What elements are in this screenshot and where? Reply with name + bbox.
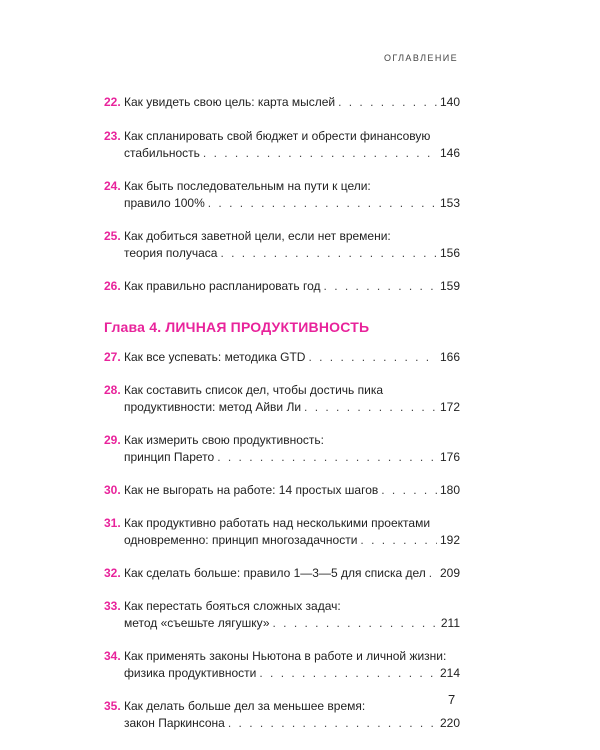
entry-number: 22. [104,95,121,109]
entry-number: 30. [104,483,121,497]
toc-entry [104,382,460,416]
toc-list-part-2 [104,349,460,732]
chapter-title: Глава 4. ЛИЧНАЯ ПРОДУКТИВНОСТЬ [104,319,370,335]
entry-title-line: одновременно: принцип многозадачности [124,533,358,547]
toc-entry [104,482,460,499]
toc-entry [104,565,460,582]
entry-title-line: правило 100% [124,196,205,210]
entry-page-number: 153 [439,196,460,210]
dot-leader [217,449,437,466]
entry-title-line: продуктивности: метод Айви Ли [124,400,302,414]
toc-entry [104,178,460,212]
table-of-contents [104,94,460,732]
entry-number: 25. [104,229,121,243]
entry-title-line: метод «съешьте лягушку» [124,616,270,630]
entry-page-number: 172 [439,400,460,414]
running-header: ОГЛАВЛЕНИЕ [383,53,458,63]
entry-number: 24. [104,179,121,193]
entry-title-line: Как увидеть свою цель: карта мыслей [124,95,336,109]
entry-title-line: принцип Парето [124,450,215,464]
dot-leader [338,94,437,111]
entry-number: 26. [104,279,121,293]
dot-leader [220,245,437,262]
entry-number: 23. [104,129,121,143]
toc-entry [104,128,460,162]
entry-title-line: Как спланировать свой бюджет и обрести финансовую [124,129,431,143]
entry-page-number: 214 [439,666,460,680]
dot-leader [259,665,437,682]
entry-number: 35. [104,699,121,713]
dot-leader [273,615,438,632]
toc-entry [104,698,460,732]
entry-page-number: 209 [439,566,460,580]
toc-entry [104,349,460,366]
dot-leader [228,715,437,732]
toc-entry [104,598,460,632]
entry-title-line: Как перестать бояться сложных задач: [124,599,341,613]
entry-number: 31. [104,516,121,530]
entry-title-line: Как составить список дел, чтобы достичь пика [124,383,384,397]
entry-page-number: 166 [439,350,460,364]
dot-leader [304,399,437,416]
entry-page-number: 192 [439,533,460,547]
dot-leader [360,532,437,549]
entry-number: 27. [104,350,121,364]
dot-leader [324,278,437,295]
toc-entry [104,228,460,262]
dot-leader [208,195,437,212]
entry-number: 33. [104,599,121,613]
entry-title-line: Как добиться заветной цели, если нет времени: [124,229,391,243]
dot-leader [308,349,437,366]
dot-leader [203,145,437,162]
entry-title-line: стабильность [124,146,200,160]
toc-entry [104,94,460,111]
toc-list-part-1 [104,94,460,295]
entry-title-line: Как применять законы Ньютона в работе и личной жизни: [124,649,447,663]
entry-page-number: 146 [439,146,460,160]
entry-title-line: Как продуктивно работать над несколькими проектами [124,516,431,530]
entry-page-number: 220 [439,716,460,730]
entry-title-line: закон Паркинсона [124,716,225,730]
entry-page-number: 140 [439,95,460,109]
entry-number: 28. [104,383,121,397]
toc-entry [104,432,460,466]
entry-page-number: 159 [439,279,460,293]
entry-title-line: Как измерить свою продуктивность: [124,433,325,447]
entry-title-line: Как сделать больше: правило 1—3—5 для списка дел [124,566,426,580]
entry-number: 32. [104,566,121,580]
entry-title-line: физика продуктивности [124,666,257,680]
toc-entry [104,515,460,549]
dot-leader [381,482,437,499]
entry-title-line: Как быть последовательным на пути к цели: [124,179,371,193]
entry-number: 29. [104,433,121,447]
entry-page-number: 211 [440,616,460,630]
toc-entry [104,278,460,295]
entry-page-number: 180 [439,483,460,497]
entry-page-number: 176 [439,450,460,464]
toc-entry [104,648,460,682]
entry-page-number: 156 [439,246,460,260]
page-number: 7 [448,692,456,707]
entry-title-line: Как делать больше дел за меньшее время: [124,699,366,713]
dot-leader [429,565,437,582]
entry-title-line: Как правильно распланировать год [124,279,321,293]
entry-title-line: Как все успевать: методика GTD [124,350,306,364]
entry-title-line: теория получаса [124,246,218,260]
entry-number: 34. [104,649,121,663]
entry-title-line: Как не выгорать на работе: 14 простых шагов [124,483,379,497]
